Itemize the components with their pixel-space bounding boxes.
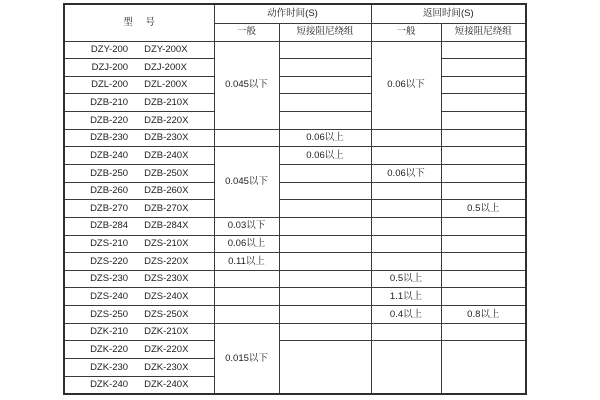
model-cell bbox=[64, 41, 214, 59]
model-label: DZS-240X bbox=[144, 291, 189, 303]
model-label: DZS-250X bbox=[144, 308, 189, 320]
value-cell bbox=[371, 253, 441, 271]
value-cell bbox=[279, 200, 371, 218]
model-cell bbox=[64, 288, 214, 306]
model-label: DZB-220 bbox=[90, 114, 129, 126]
model-label: DZY-200 bbox=[90, 44, 129, 56]
value-cell: 0.03以下 bbox=[214, 217, 279, 235]
model-label: DZB-230X bbox=[144, 132, 189, 144]
value-cell bbox=[371, 182, 441, 200]
table-row bbox=[64, 253, 526, 271]
model-cell bbox=[64, 59, 214, 77]
value-cell: 0.06以上 bbox=[279, 129, 371, 147]
value-cell bbox=[441, 94, 526, 112]
table-row bbox=[64, 200, 526, 218]
value-cell bbox=[214, 288, 279, 306]
model-cell bbox=[64, 182, 214, 200]
value-cell bbox=[279, 323, 371, 341]
model-cell bbox=[64, 341, 214, 359]
value-cell: 0.06以下 bbox=[371, 164, 441, 182]
value-cell bbox=[441, 147, 526, 165]
model-label: DZB-270X bbox=[144, 202, 189, 214]
value-cell bbox=[371, 235, 441, 253]
value-cell bbox=[279, 217, 371, 235]
model-label: DZK-230 bbox=[90, 361, 129, 373]
value-cell bbox=[371, 129, 441, 147]
model-label: DZL-200 bbox=[91, 79, 129, 91]
value-cell: 0.06以下 bbox=[371, 41, 441, 129]
value-cell bbox=[371, 341, 441, 394]
value-cell bbox=[279, 306, 371, 324]
model-label: DZB-240X bbox=[144, 149, 189, 161]
table-row bbox=[64, 341, 526, 359]
model-label: DZB-250 bbox=[90, 167, 129, 179]
header-action-time: 动作时间(S) bbox=[214, 4, 371, 23]
model-label: DZS-230 bbox=[90, 273, 129, 285]
spec-table-body bbox=[64, 41, 526, 394]
value-cell bbox=[441, 341, 526, 394]
model-cell bbox=[64, 376, 214, 394]
header-return-general: 一般 bbox=[371, 23, 441, 41]
value-cell bbox=[279, 182, 371, 200]
header-row-groups bbox=[64, 4, 526, 23]
value-cell: 0.5以上 bbox=[371, 270, 441, 288]
value-cell: 0.5以上 bbox=[441, 200, 526, 218]
value-cell bbox=[214, 129, 279, 147]
value-cell bbox=[441, 323, 526, 341]
model-cell bbox=[64, 235, 214, 253]
model-cell bbox=[64, 323, 214, 341]
model-label: DZB-220X bbox=[144, 114, 189, 126]
header-action-general: 一般 bbox=[214, 23, 279, 41]
model-label: DZB-230 bbox=[90, 132, 129, 144]
value-cell bbox=[441, 41, 526, 59]
value-cell bbox=[441, 76, 526, 94]
model-label: DZS-220X bbox=[144, 255, 189, 267]
model-label: DZL-200X bbox=[144, 79, 188, 91]
model-label: DZB-250X bbox=[144, 167, 189, 179]
model-cell bbox=[64, 253, 214, 271]
table-row bbox=[64, 182, 526, 200]
value-cell bbox=[371, 147, 441, 165]
table-row bbox=[64, 217, 526, 235]
model-cell bbox=[64, 112, 214, 130]
model-label: DZS-220 bbox=[90, 255, 129, 267]
model-cell bbox=[64, 164, 214, 182]
model-cell bbox=[64, 217, 214, 235]
value-cell bbox=[441, 253, 526, 271]
model-cell bbox=[64, 94, 214, 112]
value-cell: 0.045以下 bbox=[214, 41, 279, 129]
model-label: DZB-284X bbox=[144, 220, 189, 232]
table-row bbox=[64, 270, 526, 288]
value-cell bbox=[279, 270, 371, 288]
model-label: DZB-260X bbox=[144, 185, 189, 197]
table-row bbox=[64, 76, 526, 94]
model-label: DZK-240X bbox=[144, 378, 189, 390]
model-label: DZS-210 bbox=[90, 238, 129, 250]
model-label: DZB-210 bbox=[90, 96, 129, 108]
value-cell bbox=[214, 270, 279, 288]
value-cell bbox=[279, 288, 371, 306]
spec-table bbox=[63, 3, 527, 395]
table-row bbox=[64, 41, 526, 59]
value-cell: 0.06以上 bbox=[279, 147, 371, 165]
model-label: DZS-250 bbox=[90, 308, 129, 320]
table-row bbox=[64, 235, 526, 253]
value-cell: 0.11以上 bbox=[214, 253, 279, 271]
model-cell bbox=[64, 359, 214, 377]
value-cell bbox=[279, 341, 371, 394]
value-cell bbox=[441, 112, 526, 130]
model-cell bbox=[64, 147, 214, 165]
model-label: DZK-230X bbox=[144, 361, 189, 373]
value-cell bbox=[371, 323, 441, 341]
value-cell bbox=[441, 217, 526, 235]
header-return-damping: 短接阻尼绕组 bbox=[441, 23, 526, 41]
model-cell bbox=[64, 200, 214, 218]
table-row bbox=[64, 147, 526, 165]
model-label: DZJ-200 bbox=[91, 61, 129, 73]
value-cell bbox=[371, 217, 441, 235]
model-label: DZK-240 bbox=[90, 378, 129, 390]
model-label: DZB-284 bbox=[90, 220, 129, 232]
table-row bbox=[64, 59, 526, 77]
value-cell: 0.4以上 bbox=[371, 306, 441, 324]
model-cell bbox=[64, 129, 214, 147]
model-label: DZB-270 bbox=[90, 202, 129, 214]
value-cell bbox=[279, 41, 371, 59]
model-label: DZK-210X bbox=[144, 326, 189, 338]
table-row bbox=[64, 129, 526, 147]
value-cell bbox=[441, 164, 526, 182]
table-row bbox=[64, 323, 526, 341]
model-label: DZB-260 bbox=[90, 185, 129, 197]
header-action-damping: 短接阻尼绕组 bbox=[279, 23, 371, 41]
value-cell: 0.015以下 bbox=[214, 323, 279, 394]
value-cell: 0.06以上 bbox=[214, 235, 279, 253]
value-cell bbox=[279, 59, 371, 77]
model-label: DZB-210X bbox=[144, 96, 189, 108]
value-cell bbox=[279, 253, 371, 271]
value-cell bbox=[441, 288, 526, 306]
header-return-time: 返回时间(S) bbox=[371, 4, 526, 23]
model-label: DZS-230X bbox=[144, 273, 189, 285]
table-row bbox=[64, 288, 526, 306]
value-cell bbox=[441, 235, 526, 253]
value-cell bbox=[279, 94, 371, 112]
value-cell: 1.1以上 bbox=[371, 288, 441, 306]
value-cell bbox=[279, 164, 371, 182]
model-label: DZS-210X bbox=[144, 238, 189, 250]
model-label: DZK-220X bbox=[144, 343, 189, 355]
model-cell bbox=[64, 270, 214, 288]
model-label: DZJ-200X bbox=[144, 61, 187, 73]
model-cell bbox=[64, 306, 214, 324]
model-label: DZY-200X bbox=[144, 44, 188, 56]
header-model: 型 号 bbox=[64, 4, 214, 41]
table-row bbox=[64, 94, 526, 112]
value-cell bbox=[279, 235, 371, 253]
table-row bbox=[64, 164, 526, 182]
model-label: DZB-240 bbox=[90, 149, 129, 161]
table-row bbox=[64, 112, 526, 130]
spec-table-header bbox=[64, 4, 526, 41]
value-cell bbox=[279, 112, 371, 130]
value-cell bbox=[441, 182, 526, 200]
model-cell bbox=[64, 76, 214, 94]
model-label: DZS-240 bbox=[90, 291, 129, 303]
value-cell bbox=[441, 129, 526, 147]
value-cell: 0.8以上 bbox=[441, 306, 526, 324]
value-cell bbox=[371, 200, 441, 218]
value-cell bbox=[214, 306, 279, 324]
value-cell bbox=[279, 76, 371, 94]
value-cell bbox=[441, 270, 526, 288]
value-cell bbox=[441, 59, 526, 77]
model-label: DZK-220 bbox=[90, 343, 129, 355]
model-label: DZK-210 bbox=[90, 326, 129, 338]
table-row bbox=[64, 306, 526, 324]
value-cell: 0.045以下 bbox=[214, 147, 279, 218]
